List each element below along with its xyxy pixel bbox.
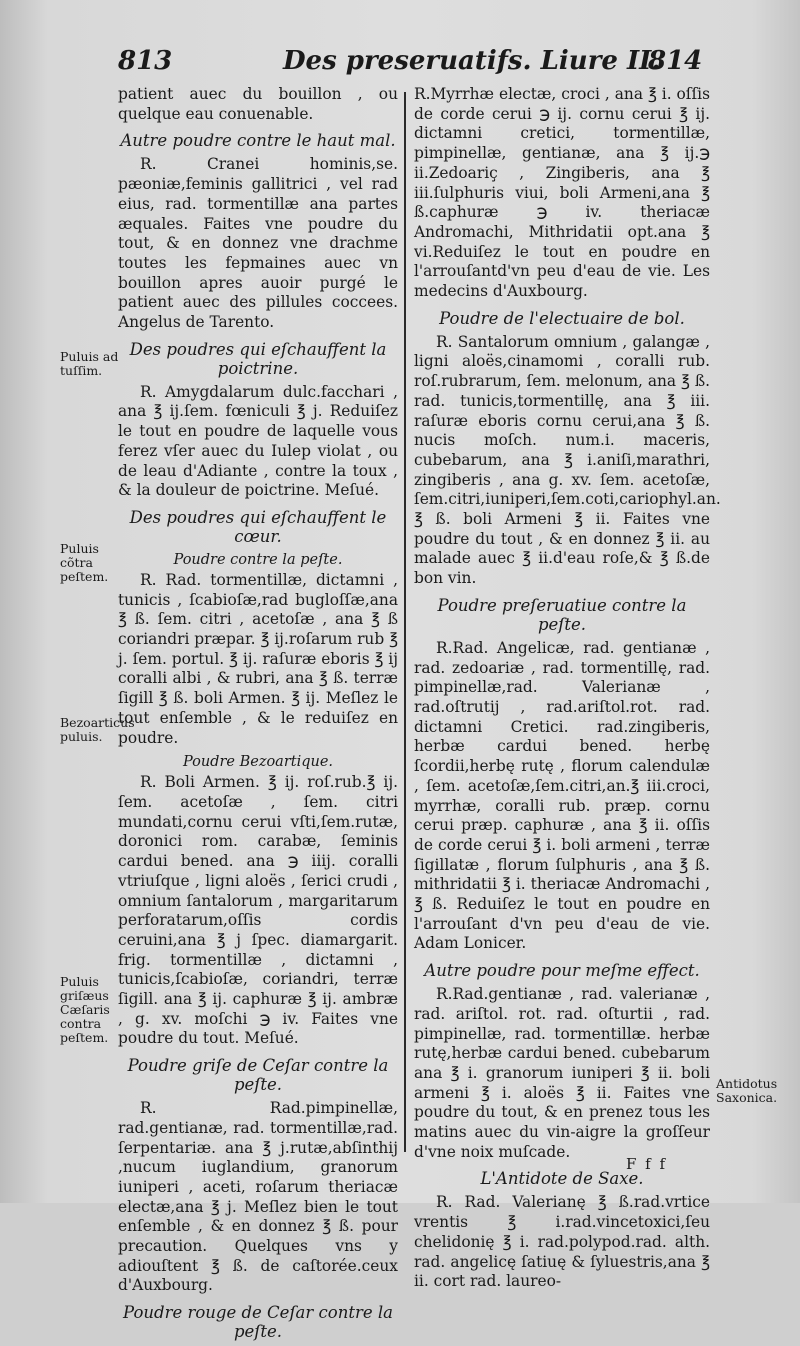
heading-poudre-rouge: Poudre rouge de Ceſar contre la peſte. — [123, 1303, 393, 1342]
heading-electuaire-bol: Poudre de l'electuaire de bol. — [439, 308, 685, 328]
margin-note-saxonica: Antidotus Saxonica. — [716, 1076, 778, 1105]
heading-meſme-effect: Autre poudre pour meſme effect. — [424, 961, 700, 981]
margin-note-pestem: Puluis cõtra peſtem. — [60, 541, 109, 584]
recipe-contre-peste: R. Rad. tormentillæ, dictamni , tunicis , ſcabioſæ,rad bugloſſæ,ana ℥ ß. ſem. citri , acetoſæ , ana ℥ ß coriandri præpar. ℥ ij.roſarum rub ℥ j. ſem. portul. ℥ ij. raſuræ eboris ℥ ij coralli albi , & rubri, ana ℥ ß. terræ ſigill ℥ ß. boli Armen. ℥ ij. Meſlez le tout enſemble , & le reduiſez en poudre. — [118, 570, 398, 747]
margin-note-tussim: Puluis ad tuſſim. — [60, 349, 119, 378]
signature-mark: F f f — [626, 1155, 668, 1173]
left-column — [118, 85, 398, 1346]
recipe-electuaire-bol: R. Santalorum omnium , galangæ , ligni aloës,cinamomi , coralli rub. roſ.rubrarum, ſem. melonum, ana ℥ ß. rad. tunicis,tormentillę, ana ℥ iii. raſuræ eboris cornu cerui,ana ℥ ß. nucis moſch. num.i. maceris, cubebarum, ana ℥ i.aniſi,marathri, zingiberis , ana g. xv. ſem. acetoſæ, ſem.citri,iuniperi,ſem.coti,cariophyl.an. ℥ ß. boli Armeni ℥ ii. Faites vne poudre du tout , & en donnez ℥ ii. au malade auec ℥ ii.d'eau roſe,& ℥ ß.de bon vin. — [414, 332, 721, 588]
margin-note-bezoarticus: Bezoarticus puluis. — [60, 715, 135, 744]
recipe-myrrhae: R.Myrrhæ electæ, croci , ana ℥ i. oſſis de corde cerui ℈ ij. cornu cerui ℥ ij. dictamni cretici, tormentillæ, pimpinellæ, gentianæ, ana ℥ ij.℈ ii.Zedoariç , Zingiberis, ana ℥ iii.ſulphuris viui, boli Armeni,ana ℥ ß.caphuræ ℈ iv. theriacæ Andromachi, Mithridatii opt.ana ℥ vi.Reduiſez le tout en poudre en l'arrouſantd'vn peu d'eau de vie. Les medecins d'Auxbourg. — [414, 85, 710, 301]
heading-coeur: Des poudres qui eſchauffent le cœur. — [129, 507, 387, 546]
recipe-antidote-saxe: R. Rad. Valerianę ℥ ß.rad.vrtice vrentis ℥ i.rad.vincetoxici,ſeu chelidonię ℥ i. rad.polypod.rad. alth. rad. angelicę ſatiuę & ſyluestris,ana ℥ ii. cort rad. laureo- — [414, 1193, 710, 1291]
heading-haut-mal: Autre poudre contre le haut mal. — [120, 131, 396, 151]
heading-antidote-saxe: L'Antidote de Saxe. — [480, 1169, 644, 1189]
heading-preseruatiue: Poudre preſeruatiue contre la peſte. — [437, 595, 687, 634]
column-rule — [404, 92, 406, 1152]
recipe-preseruatiue: R.Rad. Angelicæ, rad. gentianæ , rad. zedoariæ , rad. tormentillę, rad. pimpinellæ,rad. Valerianæ , rad.oſtrutij , rad.ariſtol.rot. rad. dictamni Cretici. rad.zingiberis, herbæ cardui bened. herbę ſcordii,herbę rutę , florum calendulæ , ſem. acetoſæ,ſem.citri,an.℥ iii.croci, myrrhæ, coralli rub. præp. cornu cerui præp. caphuræ , ana ℥ ii. oſſis de corde cerui ℥ i. boli armeni , terræ ſigillatæ , florum ſulphuris , ana ℥ ß. mithridatii ℥ i. theriacæ Andromachi , ℥ ß. Reduiſez le tout en poudre en l'arrouſant d'vn peu d'eau de vie. Adam Lonicer. — [414, 638, 710, 953]
right-column — [414, 85, 721, 1292]
recipe-haut-mal: R. Cranei hominis,se. pæoniæ,feminis gallitrici , vel rad eius, rad. tormentillæ ana partes æquales. Faites vne poudre du tout, & en donnez vne drachme toutes les fepmaines auec vn bouillon apres auoir purgé le patient auec des pillules coccees. Angelus de Tarento. — [118, 155, 398, 332]
running-title: Des preseruatifs. Liure II. — [283, 46, 661, 76]
page-number-left: 813 — [118, 46, 173, 76]
margin-note-caesaris: Puluis griſæus Cæſaris contra peſtem. — [60, 974, 110, 1045]
left-intro-text: patient auec du bouillon , ou quelque eau conuenable. — [118, 85, 398, 123]
recipe-poictrine: R. Amygdalarum dulc.facchari , ana ℥ ij.ſem. fœniculi ℥ j. Reduiſez le tout en poudre de laquelle vous ferez vſer auec du Iulep violat , ou de leau d'Adiante , contre la toux , & la douleur de poictrine. Meſué. — [118, 382, 398, 500]
heading-poudre-grise: Poudre griſe de Ceſar contre la peſte. — [127, 1056, 389, 1095]
page-number-right: 814 — [648, 46, 703, 76]
heading-bezoartique: Poudre Bezoartique. — [182, 754, 334, 771]
heading-poictrine: Des poudres qui eſchauffent la poictrine. — [129, 339, 387, 378]
recipe-bezoartique: R. Boli Armen. ℥ ij. roſ.rub.℥ ij. ſem. acetoſæ , ſem. citri mundati,cornu cerui vſti,ſem.rutæ, doronici rom. carabæ, ſeminis cardui bened. ana ℈ iiij. coralli vtriuſque , ligni aloës , ſerici crudi , omnium ſantalorum , margaritarum perforatarum,oſſis cordis ceruini,ana ℥ j ſpec. diamargarit. frig. tormentillæ , dictamni , tunicis,ſcabioſæ, coriandri, terræ ſigill. ana ℥ ij. caphuræ ℥ ij. ambræ , g. xv. moſchi ℈ iv. Faites vne poudre du tout. Meſué. — [118, 773, 398, 1048]
recipe-poudre-grise: R. Rad.pimpinellæ, rad.gentianæ, rad. tormentillæ,rad. ſerpentariæ. ana ℥ j.rutæ,abſinthij ,nucum iuglandium, granorum iuniperi , aceti, roſarum theriacæ electæ,ana ℥ j. Meſlez bien le tout enſemble , & en donnez ℥ ß. pour precaution. Quelques vns y adiouſtent ℥ ß. de caſtorée.ceux d'Auxbourg. — [118, 1099, 398, 1295]
recipe-meſme-effect: R.Rad.gentianæ , rad. valerianæ , rad. ariſtol. rot. rad. oſturtii , rad. pimpinellæ, rad. tormentillæ. herbæ rutę,herbæ cardui bened. cubebarum ana ℥ i. granorum iuniperi ℥ ii. boli armeni ℥ i. aloës ℥ ii. Faites vne poudre du tout, & en prenez tous les matins auec du vin-aigre la groſſeur d'vne noix muſcade. — [414, 985, 710, 1161]
heading-contre-peste: Poudre contre la peſte. — [173, 551, 343, 568]
